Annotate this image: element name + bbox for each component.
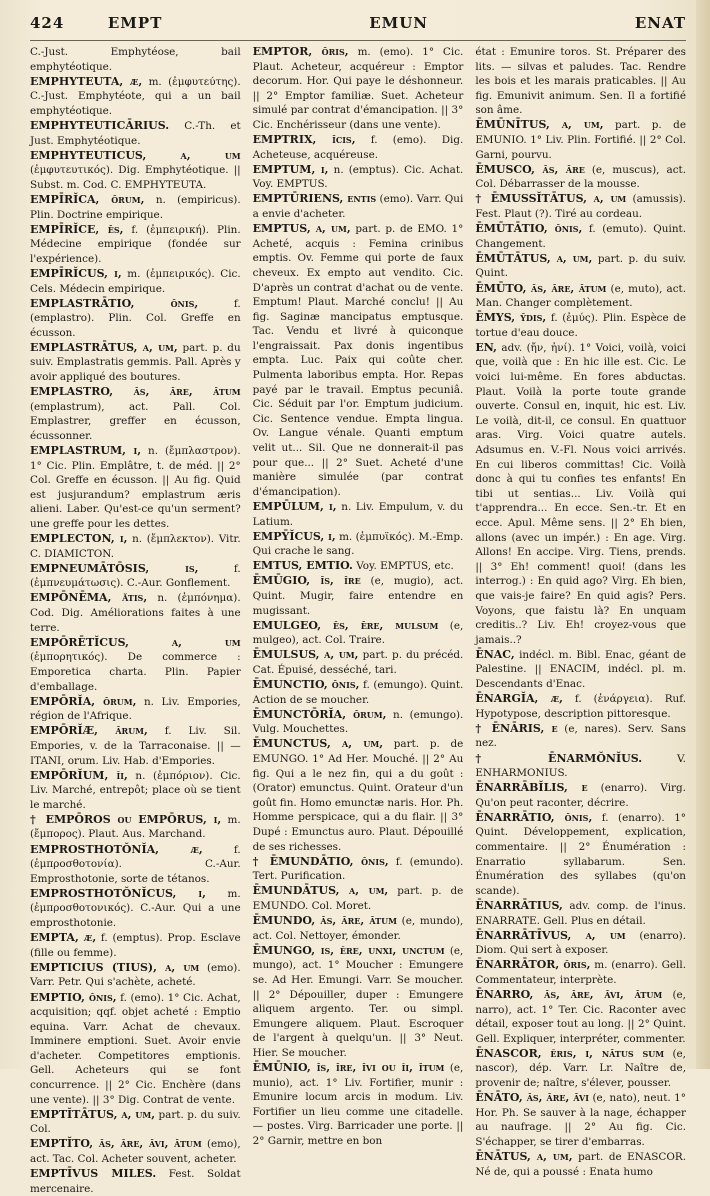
entry-headword: EMPŌNĒMA, ătis, xyxy=(30,591,148,605)
entry-definition: part. p. de EMUNIO. 1° Liv. Plin. Fortifié. || 2° Col. Garni, pourvu. xyxy=(475,119,686,161)
entry-definition: n. (ἔμπλαστρον). 1° Cic. Plin. Emplâtre, t. de méd. || 2° Col. Greffe en écusson. || Au fig. Quid est jusjurandum? emplastrum æris alieni. Laber. Qu'est-ce qu'un serment? une greffe pour les dettes. xyxy=(30,445,241,530)
dictionary-entry xyxy=(475,811,686,899)
entry-headword: ĒNARRĀTĪVUS, a, um xyxy=(475,928,626,942)
dictionary-entry xyxy=(475,45,686,118)
dictionary-entry xyxy=(253,648,464,677)
entry-definition: part. p. du suiv. Col. xyxy=(30,1108,241,1136)
column-2 xyxy=(253,45,464,1196)
dictionary-entry xyxy=(30,724,241,768)
dictionary-entry xyxy=(475,252,686,281)
entry-definition: n. (ἐμπόνημα). Cod. Dig. Améliorations faites à une terre. xyxy=(30,592,241,634)
entry-headword: EMPTĪVUS MILES. xyxy=(30,1167,157,1181)
dictionary-entry xyxy=(253,530,464,559)
entry-headword: EMPHYTEUTICUS, a, um xyxy=(30,148,241,162)
entry-headword: EMPĪRĬCE, ēs, xyxy=(30,222,124,236)
entry-headword: ĒNĀTUS, a, um, xyxy=(475,1150,573,1164)
entry-definition: (ἐμπορητικός). De commerce : Emporetica charta. Plin. Papier d'emballage. xyxy=(30,651,241,693)
dictionary-entry xyxy=(253,914,464,943)
entry-definition: (e, nares). Serv. Sans nez. xyxy=(475,722,686,750)
entry-definition: m. (ἐμπειρικός). Cic. Cels. Médecin empirique. xyxy=(30,267,241,295)
dictionary-entry xyxy=(30,267,241,296)
entry-definition: n. (ἐμπόριον). Cic. Liv. Marché, entrepôt; place où se tient le marché. xyxy=(30,769,241,811)
guide-word-center: EMUN xyxy=(369,14,429,32)
entry-headword: EMPLECTON, i, xyxy=(30,532,128,546)
entry-definition: f. (ἐνάργεια). Ruf. Hypotypose, description pittoresque. xyxy=(475,693,686,720)
entry-definition: f. Liv. Sil. Empories, v. de la Tarraconaise. || —ITANI, orum. Liv. Hab. d'Empories. xyxy=(30,725,241,767)
entry-headword: ĒMŪTĀTUS, a, um, xyxy=(475,251,593,265)
entry-headword: EMPŌRĬUM, ĭi, xyxy=(30,768,128,782)
dictionary-entry xyxy=(475,958,686,987)
entry-definition: état : Emunire toros. St. Préparer des lits. — silvas et paludes. Tac. Rendre les bois et les marais praticables. || Au fig. Emunivit animum. Sen. Il a fortifié son âme. xyxy=(475,46,686,117)
dictionary-entry xyxy=(30,931,241,960)
entry-headword: ĒMŪTĀTIO, ōnis, xyxy=(475,222,583,236)
entry-definition: f. (ἐμπνευμάτωσις). C.-Aur. Gonflement. xyxy=(30,562,241,590)
text-columns xyxy=(30,45,687,1195)
entry-definition: m. (ἐμπυϊκός). M.-Emp. Qui crache le sang. xyxy=(252,530,464,558)
dictionary-entry xyxy=(253,45,464,133)
dictionary-entry xyxy=(253,133,464,162)
entry-headword: EMPLASTRUM, i, xyxy=(30,444,142,458)
entry-headword: EMPŌRĬÆ, ārum, xyxy=(30,724,148,738)
entry-definition: f. (emundo). Tert. Purification. xyxy=(252,855,464,883)
entry-definition: (e, nascor), dép. Varr. Lr. Naître de, provenir de; naître, s'élever, pousser. xyxy=(475,1047,686,1090)
dictionary-entry xyxy=(30,887,241,931)
entry-headword: ĒNĀTO, ās, āre, āvi xyxy=(475,1091,589,1105)
entry-definition: V. ENHARMONIUS. xyxy=(475,752,686,780)
dictionary-entry xyxy=(475,118,686,162)
dictionary-entry xyxy=(253,163,464,192)
entry-headword: ĒMŪTO, ās, āre, ātum xyxy=(475,281,607,295)
entry-headword: † EMPŌROS ou EMPŌRUS, i, xyxy=(30,812,222,826)
entry-definition: f. (emuto). Quint. Changement. xyxy=(475,223,686,250)
entry-definition: (emo). Varr. Petr. Qui s'achète, acheté. xyxy=(30,961,241,989)
dictionary-entry xyxy=(253,559,464,574)
page-number: 424 xyxy=(30,14,65,32)
entry-definition: part. p. de EMUNDO. Col. Moret. xyxy=(252,885,464,912)
dictionary-entry xyxy=(475,781,686,810)
entry-headword: EMPNEUMĀTŌSIS, is, xyxy=(30,561,199,575)
dictionary-entry xyxy=(253,855,464,884)
entry-headword: ĒNASCOR, ĕris, i, nātus sum xyxy=(475,1046,665,1060)
dictionary-entry xyxy=(253,500,464,529)
entry-headword: EMULGEO, ēs, ēre, mulsum xyxy=(252,618,439,632)
entry-definition: part. p. du précéd. Cat. Épuisé, desséché, tari. xyxy=(252,649,464,676)
dictionary-entry xyxy=(253,192,464,221)
entry-headword: † ĒMUNDĀTIO, ōnis, xyxy=(252,854,389,868)
dictionary-entry xyxy=(475,1047,686,1091)
entry-headword: EMPLASTRĀTUS, a, um, xyxy=(30,340,178,354)
dictionary-entry xyxy=(475,222,686,251)
entry-definition: (e, mulgeo), act. Col. Traire. xyxy=(252,619,464,647)
dictionary-entry xyxy=(253,678,464,707)
dictionary-entry xyxy=(475,899,686,928)
entry-headword: EMPTĬTĀTUS, a, um, xyxy=(30,1107,156,1121)
entry-definition: m. (emo). 1° Cic. Plaut. Acheteur, acquéreur : Emptor decorum. Hor. Qui paye le déshonneur. || 2° Emptor familiæ. Suet. Acheteur simulé par contrat d'émancipation. || 3° Cic. Enchérisseur (dans une vente). xyxy=(252,46,464,131)
dictionary-entry xyxy=(253,619,464,648)
entry-definition: part. p. du suiv. Quint. xyxy=(475,252,686,280)
entry-definition: (e, muto), act. Man. Changer complètement. xyxy=(475,282,687,310)
dictionary-entry xyxy=(30,193,241,222)
dictionary-entry xyxy=(475,163,686,192)
column-3 xyxy=(475,45,686,1196)
entry-headword: ĒNARRĀTIO, ōnis, xyxy=(475,810,593,824)
dictionary-entry xyxy=(30,813,241,842)
entry-definition: C.-Th. et Just. Emphytéotique. xyxy=(30,119,241,147)
dictionary-entry xyxy=(475,988,686,1046)
entry-definition: (e, nato), neut. 1° Hor. Ph. Se sauver à la nage, échapper au naufrage. || 2° Au fig. Cic. S'échapper, se tirer d'embarras. xyxy=(475,1092,686,1148)
entry-definition: f. (emungo). Quint. Action de se moucher. xyxy=(252,679,464,706)
entry-definition: f. (emptus). Prop. Esclave (fille ou femme). xyxy=(30,932,241,959)
entry-headword: ĒMUNDĀTUS, a, um, xyxy=(252,884,389,898)
dictionary-entry xyxy=(30,562,241,591)
entry-definition: Fest. Soldat mercenaire. xyxy=(30,1168,241,1195)
entry-headword: ĒNARGĬA, æ, xyxy=(475,692,563,706)
entry-definition: n. (emptus). Cic. Achat. Voy. EMPTUS. xyxy=(252,163,464,191)
entry-headword: † ĒMUSSĬTĀTUS, a, um xyxy=(475,192,627,206)
entry-headword: ĒMUSCO, ās, āre xyxy=(475,162,585,176)
entry-headword: EMPTA, æ, xyxy=(30,931,97,945)
entry-headword: EMPTIO, ōnis, xyxy=(30,990,117,1004)
entry-headword: † ĒNĀRIS, e xyxy=(475,721,558,735)
entry-headword: † ĒNARMŎNĬUS. xyxy=(475,751,643,765)
dictionary-entry xyxy=(253,884,464,913)
dictionary-entry xyxy=(475,192,686,221)
dictionary-entry xyxy=(30,149,241,193)
entry-definition: f. (emplastro). Plin. Col. Greffe en écusson. xyxy=(30,297,241,339)
dictionary-entry xyxy=(30,341,241,385)
dictionary-entry xyxy=(30,385,241,443)
dictionary-entry xyxy=(475,929,686,958)
entry-definition: (ἐμφυτευτικός). Dig. Emphytéotique. || Subst. m. Cod. C. EMPHYTEUTA. xyxy=(30,164,241,191)
entry-headword: ĒMŪNIO, īs, īre, īvi ou ĭi, ītum xyxy=(252,1060,445,1074)
entry-definition: indécl. m. Bibl. Enac, géant de Palestine. || ENACIM, indécl. pl. m. Descendants d'Enac. xyxy=(475,648,686,691)
entry-headword: EMTUS, EMTIO. xyxy=(252,559,353,573)
entry-definition: f. (ἐμπροσθοτονία). C.-Aur. Emprosthotonie, sorte de tétanos. xyxy=(30,843,241,885)
entry-definition: part. p. de EMUNGO. 1° Ad Her. Mouché. || 2° Au fig. Qui a le nez fin, qui a du goût : (Orator) emunctus. Quint. Orateur d'un goût fin. Homo emunctæ naris. Hor. Ph. Homme perspicace, qui a du flair. || 3° Dupé : Emunctus auro. Plaut. Dépouillé de ses richesses. xyxy=(252,738,464,853)
entry-definition: adv. comp. de l'inus. ENARRATE. Gell. Plus en détail. xyxy=(475,899,686,927)
entry-definition: (e, munio), act. 1° Liv. Fortifier, munir : Emunire locum arcis in modum. Liv. Fortifier un lieu comme une citadelle. — postes. Virg. Barricader une porte. || 2° Garnir, mettre en bon xyxy=(252,1061,464,1147)
dictionary-entry xyxy=(253,708,464,737)
dictionary-entry xyxy=(475,722,686,751)
dictionary-entry xyxy=(475,341,686,647)
dictionary-entry xyxy=(30,297,241,341)
dictionary-entry xyxy=(30,961,241,990)
dictionary-entry xyxy=(475,1150,686,1179)
dictionary-entry xyxy=(475,648,686,692)
entry-definition: f. (emo). 1° Cic. Achat, acquisition; qqf. objet acheté : Emptio equina. Varr. Achat de chevaux. Imminere emptioni. Suet. Avoir envie d'acheter. Competitores emptionis. Gell. Acheteurs qui se font concurrence. || 2° Cic. Enchère (dans une vente). || 3° Dig. Contrat de vente. xyxy=(30,991,241,1106)
entry-headword: ĒMYS, ȳdis, xyxy=(475,311,547,325)
entry-headword: EMPLASTRO, ās, āre, ātum xyxy=(30,385,241,399)
entry-headword: ĒMŪNĪTUS, a, um, xyxy=(475,118,604,132)
page-gutter-shadow xyxy=(696,0,710,1069)
dictionary-entry xyxy=(30,843,241,887)
entry-headword: EMPTŪRIENS, entis xyxy=(252,192,377,206)
dictionary-entry xyxy=(30,769,241,813)
entry-headword: EMPHYTEUTA, æ, xyxy=(30,74,143,88)
entry-definition: (e, narro), act. 1° Ter. Cic. Raconter avec détail, exposer tout au long. || 2° Quint. Gell. Expliquer, interpréter, commenter. xyxy=(475,989,686,1045)
dictionary-entry xyxy=(475,752,686,781)
running-head xyxy=(30,14,686,41)
entry-headword: EMPŪLUM, i, xyxy=(252,499,337,513)
entry-headword: EMPȲĬCUS, i, xyxy=(252,529,336,543)
entry-definition: m. (ἐμφυτεύτης). C.-Just. Emphytéote, qui a un bail emphytéotique. xyxy=(30,75,241,117)
entry-definition: n. Liv. Empulum, v. du Latium. xyxy=(252,500,464,528)
entry-headword: ĒMUNCTIO, ōnis, xyxy=(252,678,360,692)
entry-definition: f. (ἐμύς). Plin. Espèce de tortue d'eau douce. xyxy=(475,312,687,339)
dictionary-entry xyxy=(30,119,241,148)
entry-headword: EMPROSTHOTŎNĬCUS, i, xyxy=(30,886,206,900)
entry-definition: f. (emo). Dig. Acheteuse, acquéreuse. xyxy=(252,134,464,161)
entry-headword: ĒMUNCTUS, a, um, xyxy=(252,737,384,751)
entry-definition: (amussis). Fest. Plaut (?). Tiré au cordeau. xyxy=(475,193,686,221)
entry-headword: ĒMUNDO, ās, āre, ātum xyxy=(252,914,397,928)
dictionary-entry xyxy=(30,45,241,74)
dictionary-entry xyxy=(253,737,464,854)
dictionary-entry xyxy=(475,311,686,340)
entry-definition: (e, muscus), act. Col. Débarrasser de la mousse. xyxy=(475,163,686,191)
dictionary-entry xyxy=(253,574,464,618)
entry-definition: m. (ἐμπροσθοτονικός). C.-Aur. Qui a une emprosthotonie. xyxy=(30,887,241,930)
entry-headword: EN, xyxy=(475,340,497,354)
entry-headword: EMPTOR, ōris, xyxy=(252,45,349,58)
entry-definition: Voy. EMPTUS, etc. xyxy=(356,560,454,573)
dictionary-entry xyxy=(30,636,241,694)
dictionary-entry xyxy=(30,591,241,635)
column-1 xyxy=(30,45,241,1196)
guide-word-right: ENAT xyxy=(634,14,686,32)
entry-definition: (e, mundo), act. Col. Nettoyer, émonder. xyxy=(252,915,464,942)
entry-definition: f. (ἐμπειρική). Plin. Médecine empirique (fondée sur l'expérience). xyxy=(30,223,241,265)
entry-headword: EMPTUM, i, xyxy=(252,162,329,176)
entry-headword: EMPTĬTO, ās, āre, āvi, ātum xyxy=(30,1137,202,1151)
entry-headword: ĒNAC, xyxy=(475,647,515,661)
entry-headword: ĒNARRO, ās, āre, āvi, ātum xyxy=(475,988,663,1001)
entry-definition: n. (emungo). Vulg. Mouchettes. xyxy=(252,708,464,736)
entry-headword: ĒMUNGO, is, ĕre, unxi, unctum xyxy=(252,943,445,957)
dictionary-entry xyxy=(30,444,241,532)
entry-definition: (emplastrum), act. Pall. Col. Emplastrer, greffer en écusson, écussonner. xyxy=(30,400,241,442)
entry-definition: (enarro). Diom. Qui sert à exposer. xyxy=(475,929,687,957)
dictionary-entry xyxy=(30,1167,241,1196)
entry-headword: EMPHYTEUTICĀRIUS. xyxy=(30,118,170,132)
dictionary-entry xyxy=(475,692,686,721)
entry-headword: EMPĪRĬCUS, i, xyxy=(30,266,122,280)
dictionary-entry xyxy=(30,532,241,561)
page-number-and-guide-left xyxy=(30,14,162,32)
entry-headword: ĒNARRĀTIUS, xyxy=(475,898,563,912)
dictionary-entry xyxy=(30,223,241,267)
entry-definition: (enarro). Virg. Qu'on peut raconter, décrire. xyxy=(475,782,686,809)
entry-definition: adv. (ἤν, ἠνί). 1° Voici, voilà, voici que, voilà que : En hic ille est. Cic. Le voici lui-même. En fores abductas. Plaut. Voilà la porte toute grande ouverte. Consul en, inquit, hic est. Liv. Le voilà, dit-il, ce consul. En quattuor aras. Virg. Voici quatre autels. Adsumus en. V.-Fl. Nous voici arrivés. En cui liberos committas! Cic. Voilà donc à qui tu confies tes enfants! En tibi ut sentias... Liv. Voilà qui t'apprendra... En ecce. Sen.-tr. Et en ecce. Apul. Même sens. || 2° Eh bien, allons (avec un impér.) : En age. Virg. Allons! En accipe. Virg. Tiens, prends. || 3° Eh! comment! quoi! (dans les interrog.) : En quid ago? Virg. Eh bien, que vais-je faire? En quid agis? Pers. Voyons, que faistu là? En unquam creditis..? Liv. Eh! croyez-vous que jamais..? xyxy=(475,341,687,646)
dictionary-entry xyxy=(30,1108,241,1137)
entry-headword: EMPROSTHOTŎNĬA, æ, xyxy=(30,842,203,856)
entry-definition: part. de ENASCOR. Né de, qui a poussé : Enata humo xyxy=(475,1151,687,1178)
dictionary-entry xyxy=(30,1137,241,1166)
entry-headword: ĒMUNCTŌRĬA, ōrum, xyxy=(252,707,387,721)
dictionary-entry xyxy=(30,991,241,1108)
entry-definition: m. (ἔμπορος). Plaut. Aus. Marchand. xyxy=(30,813,241,841)
entry-definition: m. (enarro). Gell. Commentateur, interprète. xyxy=(475,959,686,986)
entry-headword: EMPTICIUS (TIUS), a, um xyxy=(30,960,200,974)
dictionary-entry xyxy=(253,1061,464,1149)
entry-definition: C.-Just. Emphytéose, bail emphytéotique. xyxy=(30,46,241,73)
dictionary-entry xyxy=(253,222,464,499)
entry-definition: n. (empiricus). Plin. Doctrine empirique. xyxy=(30,193,241,221)
dictionary-entry xyxy=(475,282,686,311)
entry-definition: part. p. de EMO. 1° Acheté, acquis : Femina crinibus emptis. Ov. Femme qui porte de faux cheveux. Ex empto aut vendito. Cic. D'après un contrat d'achat ou de vente. Emptum! Plaut. Marché conclu! || Au fig. Saginæ mancipatus emptusque. Tac. Vendu et livré à quiconque l'engraissait. Pax donis ingentibus empta. Luc. Paix qui coûte cher. Pulmenta laboribus empta. Hor. Repas payé par le travail. Emptus pecuniâ. Cic. Séduit par l'or. Emptum judicium. Cic. Sentence vendue. Empta lingua. Ov. Langue vénale. Quanti emptum velit ut... Sil. Que ne donnerait-il pas pour que... || 2° Suet. Acheté d'une manière simulée (par contrat d'émancipation). xyxy=(252,223,464,498)
entry-headword: EMPTRIX, īcis, xyxy=(252,133,356,147)
guide-word-left: EMPT xyxy=(107,14,163,32)
dictionary-entry xyxy=(475,1091,686,1149)
entry-headword: EMPŌRĬA, ōrum, xyxy=(30,694,137,708)
entry-definition: f. (enarro). 1° Quint. Développement, explication, commentaire. || 2° Énumération : Enarratio syllabarum. Sen. Énumération des syllabes (qu'on scande). xyxy=(475,811,686,897)
entry-headword: EMPŌRĒTĬCUS, a, um xyxy=(30,635,241,649)
entry-headword: ĒNARRĀBĬLIS, e xyxy=(475,781,588,795)
entry-definition: (e, mungo), act. 1° Moucher : Emungere se. Ad Her. Emungi. Varr. Se moucher. || 2° Dépouiller, duper : Emungere aliquem argento. Ter. ou simpl. Emungere aliquem. Plaut. Escroquer de l'argent à quelqu'un. || 3° Neut. Hier. Se moucher. xyxy=(252,944,464,1059)
dictionary-entry xyxy=(253,944,464,1061)
entry-headword: EMPLASTRĀTIO, ōnis, xyxy=(30,296,199,310)
dictionary-entry xyxy=(30,695,241,724)
entry-headword: ĒNARRĀTOR, ōris, xyxy=(475,958,591,972)
entry-definition: part. p. du suiv. Emplastratis gemmis. Pall. Après y avoir appliqué des boutures. xyxy=(30,341,241,384)
entry-headword: EMPTUS, a, um, xyxy=(252,222,351,236)
dictionary-entry xyxy=(30,75,241,119)
entry-definition: (emo), act. Tac. Col. Acheter souvent, acheter. xyxy=(30,1138,241,1166)
entry-definition: n. (ἔμπλεκτον). Vitr. C. DIAMICTON. xyxy=(30,533,241,560)
entry-definition: (emo). Varr. Qui a envie d'acheter. xyxy=(252,193,464,221)
entry-definition: n. Liv. Empories, région de l'Afrique. xyxy=(30,695,241,723)
entry-definition: (e, mugio), act. Quint. Mugir, faire entendre en mugissant. xyxy=(252,575,464,617)
entry-headword: EMPĪRĬCA, ōrum, xyxy=(30,192,145,206)
entry-headword: ĒMŪGIO, īs, īre xyxy=(252,574,361,588)
entry-headword: ĒMULSUS, a, um, xyxy=(252,648,359,662)
